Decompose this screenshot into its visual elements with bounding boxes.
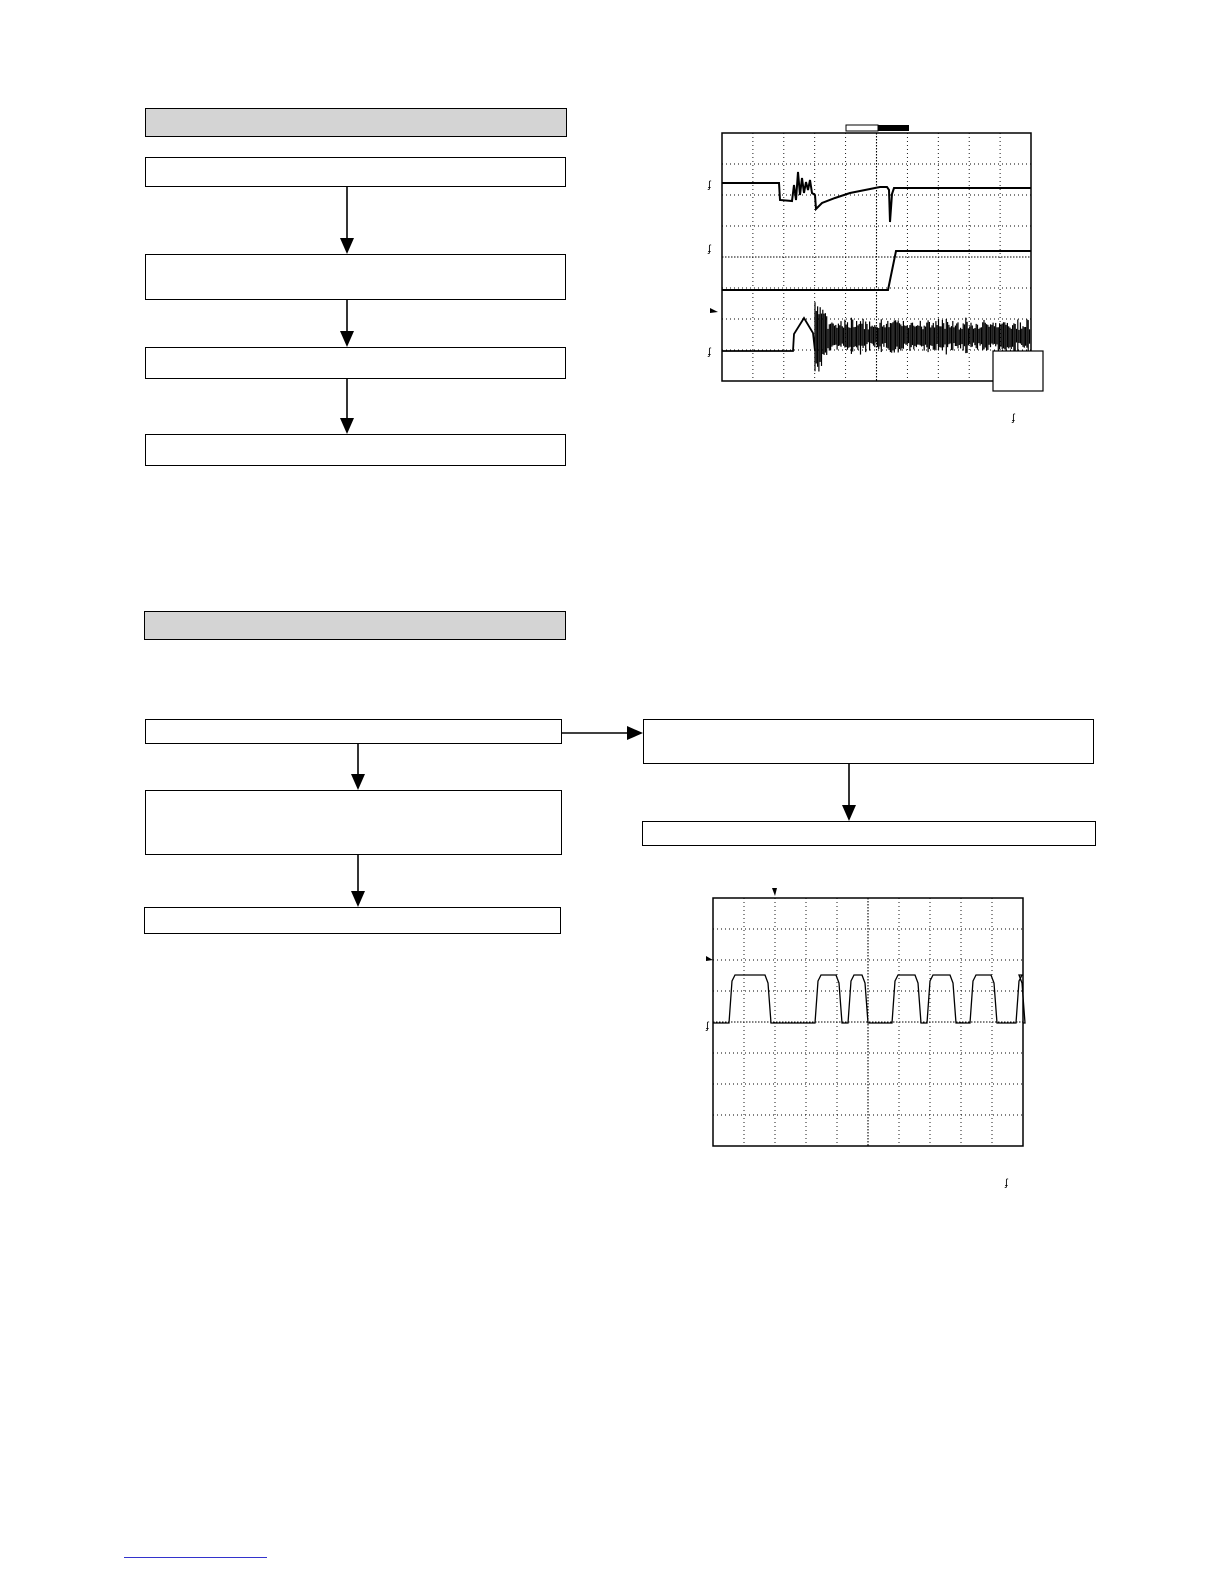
scope1-ch2-marker: ʄ [708,244,711,255]
scope2 [705,888,1025,1189]
scope1-corner-mark: ʄ [1012,413,1015,424]
scope1-ch1-marker: ʄ [708,180,711,191]
section1-arrows [340,187,354,434]
scope1-ch3-marker: ʄ [708,347,711,358]
footer-link-underline[interactable] [124,1557,267,1558]
scope2-trigger-position-marker [772,888,777,896]
scope1-run-indicator-right [878,125,909,131]
scope2-corner-mark: ʄ [1005,1178,1008,1189]
section2-arrows [351,726,856,907]
scope1 [707,125,1043,424]
scope2-trigger-level-marker [706,956,713,961]
scope1-run-indicator-left [846,125,878,131]
scope1-readout-box [993,351,1043,391]
scope1-trigger-marker [710,308,718,313]
scope2-ch1-marker: ʄ [706,1021,709,1032]
